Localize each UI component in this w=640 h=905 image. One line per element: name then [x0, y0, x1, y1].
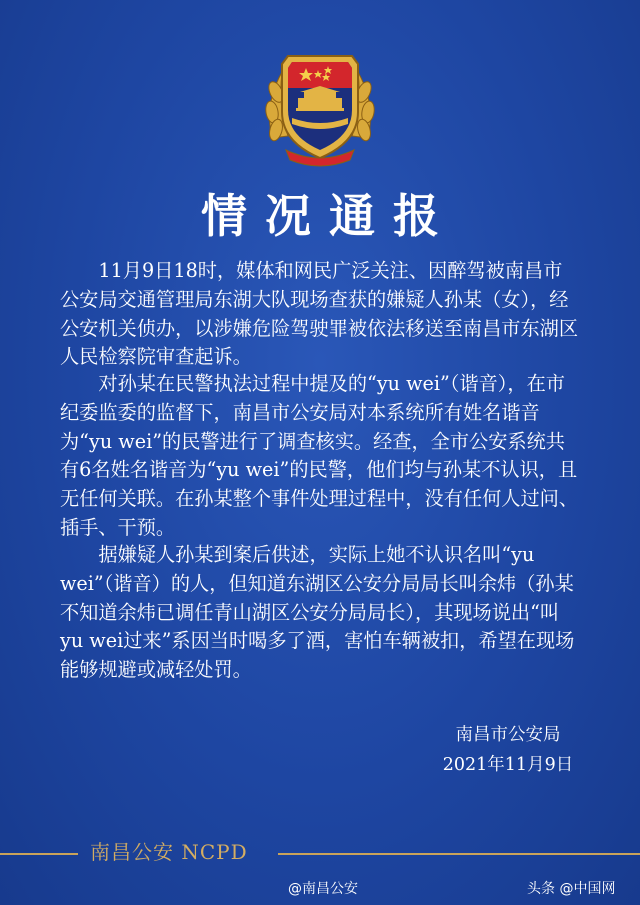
page-title: 情况通报	[201, 189, 457, 243]
paragraph-2: 对孙某在民警执法过程中提及的“yu wei”（谐音），在市纪委监委的监督下，南昌市公安局对本系统所有姓名谐音为“yu wei”的民警进行了调查核实。经查，全市公安系统共有6名姓名谐音为“yu wei”的民警，他们均与孙某不认识，且无任何关联。在孙某整个事件处理过程中，没有任何人过问、插手、干预。	[60, 372, 579, 539]
signoff-date: 2021年11月9日	[442, 755, 574, 775]
police-emblem-icon	[258, 42, 382, 170]
toutiao-watermark: 头条 @中国网	[527, 881, 616, 897]
footer-line-left	[0, 853, 78, 855]
weibo-watermark: @南昌公安	[288, 881, 358, 897]
paragraph-3: 据嫌疑人孙某到案后供述，实际上她不认识名叫“yu wei”（谐音）的人，但知道东湖区公安分局局长叫余炜（孙某不知道余炜已调任青山湖区公安分局局长），其现场说出“叫yu wei过来”系因当时喝多了酒，害怕车辆被扣，希望在现场能够规避或减轻处罚。	[60, 543, 575, 682]
signoff	[428, 720, 588, 780]
footer-line-right	[278, 853, 640, 855]
paragraph-1: 11月9日18时，媒体和网民广泛关注、因醉驾被南昌市公安局交通管理局东湖大队现场查获的嫌疑人孙某（女），经公安机关侦办，以涉嫌危险驾驶罪被依法移送至南昌市东湖区人民检察院审查起诉。	[60, 259, 579, 369]
footer-brand: 南昌公安 NCPD	[90, 840, 248, 864]
signoff-org: 南昌市公安局	[455, 725, 561, 745]
